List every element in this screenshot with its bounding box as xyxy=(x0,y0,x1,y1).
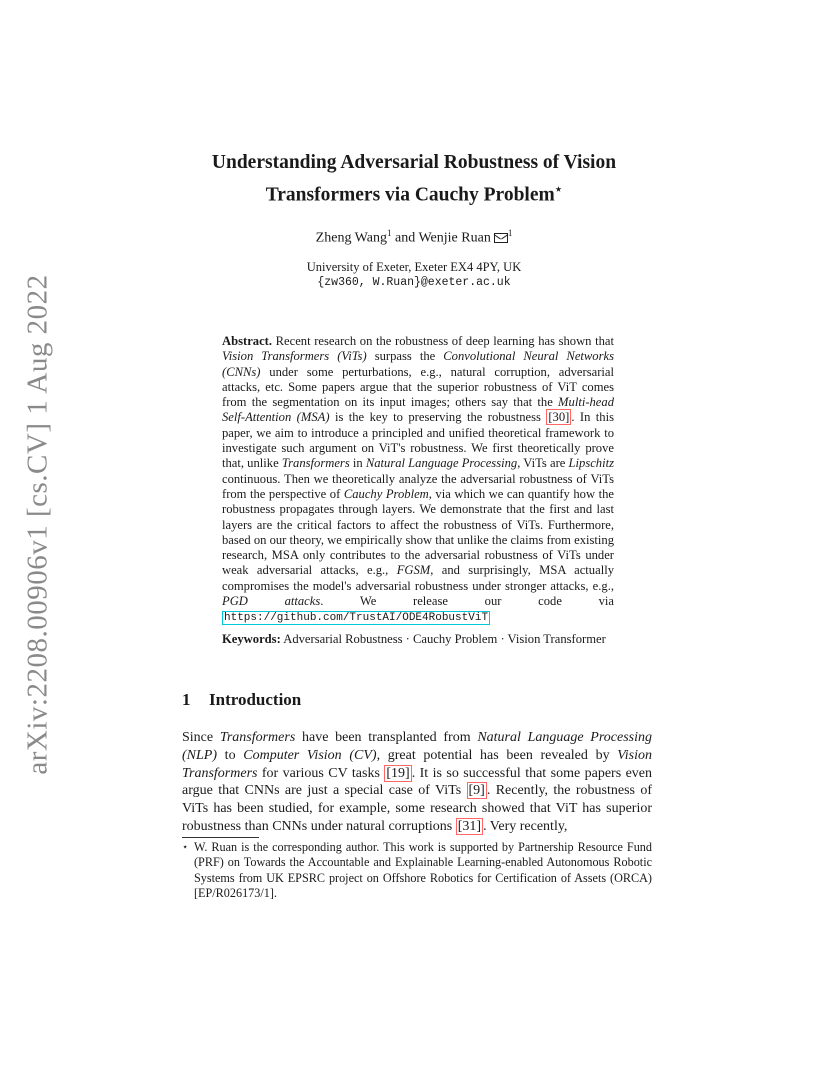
author-2-name: Wenjie Ruan xyxy=(418,230,491,246)
title-line-2: Transformers via Cauchy Problem xyxy=(265,184,555,206)
intro-text: for various CV tasks xyxy=(257,765,385,781)
abstract-text: , ViTs are xyxy=(517,456,569,471)
intro-emphasis: Computer Vision (CV) xyxy=(243,747,377,763)
citation-link[interactable]: [19] xyxy=(386,765,410,781)
abstract-text: continuous. Then we theoretically analyze the adversarial robustness of ViTs from the perspective of xyxy=(222,471,614,501)
institution: University of Exeter, Exeter EX4 4PY, UK xyxy=(306,260,522,274)
abstract-text: under some perturbations, e.g., natural corruption, adversarial attacks, etc. Some papers argue that the superior robustness of ViT comes from the segmentation on its input images; others say that the xyxy=(222,364,614,410)
author-1-name: Zheng Wang xyxy=(315,230,387,246)
footnote-mark: ⋆ xyxy=(182,842,189,853)
arxiv-stamp xyxy=(18,273,58,775)
abstract-emphasis: Vision Transformers (ViTs) xyxy=(222,349,367,364)
abstract-text: surpass the xyxy=(366,349,444,364)
intro-text: . Recently, the robustness of ViTs has been studied, for example, some research showed that ViT has superior robustness than CNNs under natural corruptions xyxy=(182,783,653,834)
section-number: 1 xyxy=(182,690,191,709)
affiliation-block xyxy=(150,259,678,291)
abstract-emphasis: Cauchy Problem xyxy=(343,486,429,501)
citation-link[interactable]: [30] xyxy=(548,410,570,425)
abstract-text: is the key to preserving the robustness xyxy=(329,410,547,425)
author-conjunction: and xyxy=(395,230,416,246)
abstract-emphasis: PGD attacks xyxy=(222,594,321,609)
abstract-emphasis: Convolutional Neural Networks (CNNs) xyxy=(222,349,614,379)
intro-text: . It is so successful that some papers even argue that CNNs are just a special case of ViTs xyxy=(182,765,653,799)
abstract-text: in xyxy=(349,456,366,471)
arxiv-identifier: arXiv:2208.00906v1 [cs.CV] 1 Aug 2022 xyxy=(21,273,54,775)
intro-emphasis: Vision Transformers xyxy=(182,747,652,781)
citation-link[interactable]: [31] xyxy=(457,818,482,834)
section-heading xyxy=(182,690,301,710)
title-footnote-mark: ⋆ xyxy=(554,182,563,196)
abstract xyxy=(222,334,614,627)
introduction-paragraph xyxy=(182,729,652,836)
abstract-emphasis: Transformers xyxy=(281,456,350,471)
paper-title xyxy=(150,150,678,209)
author-2-affiliation: 1 xyxy=(507,228,513,238)
abstract-text: Recent research on the robustness of deep learning has shown that xyxy=(275,334,614,348)
code-repository-link[interactable]: https://github.com/TrustAI/ODE4RobustViT xyxy=(224,612,489,625)
intro-text: have been transplanted from xyxy=(295,730,478,745)
author-1-affiliation: 1 xyxy=(387,228,392,238)
footnote xyxy=(182,840,652,902)
author-list xyxy=(150,228,678,247)
footnote-text: W. Ruan is the corresponding author. This work is supported by Partnership Resource Fund (PRF) on Towards the Accountable and Explainable Learning-enabled Autonomous Robotic Systems from UK EPSRC project on Offshore Robotics for Certification of Assets (ORCA) [EP/R026173/1]. xyxy=(194,840,652,901)
abstract-text: , via which we can quantify how the robustness propagates through layers. We demonstrate that the first and last layers are the critical factors to affect the robustness of ViTs. Furthermore, based on our theory, we empirically show that unlike the claims from existing research, MSA only contributes to the adversarial robustness of ViTs under weak adversarial attacks, e.g., xyxy=(222,486,614,578)
intro-text: to xyxy=(217,747,244,763)
title-line-1: Understanding Adversarial Robustness of Vision xyxy=(211,152,617,173)
author-emails: {zw360, W.Ruan}@exeter.ac.uk xyxy=(317,276,511,289)
intro-emphasis: Transformers xyxy=(219,730,296,745)
keywords-text: Adversarial Robustness · Cauchy Problem · Vision Transformer xyxy=(283,632,606,646)
intro-text: . Very recently, xyxy=(483,818,568,834)
keywords xyxy=(222,632,614,647)
citation-link[interactable]: [9] xyxy=(468,783,485,799)
abstract-label: Abstract. xyxy=(222,334,273,348)
intro-text: Since xyxy=(182,730,220,745)
abstract-emphasis: Multi-head Self-Attention (MSA) xyxy=(222,395,614,425)
abstract-emphasis: FGSM xyxy=(396,563,431,578)
abstract-text: . We release our code via xyxy=(320,594,615,609)
abstract-emphasis: Lipschitz xyxy=(568,456,615,471)
intro-emphasis: Natural Language Processing (NLP) xyxy=(182,730,652,763)
abstract-text: . In this paper, we aim to introduce a principled and unified theoretical framework to investigate such argument on ViT's robustness. We first theoretically prove that, unlike xyxy=(222,410,614,471)
keywords-label: Keywords: xyxy=(222,632,281,646)
envelope-icon xyxy=(494,233,508,243)
abstract-emphasis: Natural Language Processing xyxy=(365,456,518,471)
intro-text: , great potential has been revealed by xyxy=(376,747,618,763)
section-title: Introduction xyxy=(209,690,302,709)
abstract-text: , and surprisingly, MSA actually compromises the model's adversarial robustness under stronger attacks, e.g., xyxy=(222,563,614,593)
footnote-divider xyxy=(182,837,259,838)
